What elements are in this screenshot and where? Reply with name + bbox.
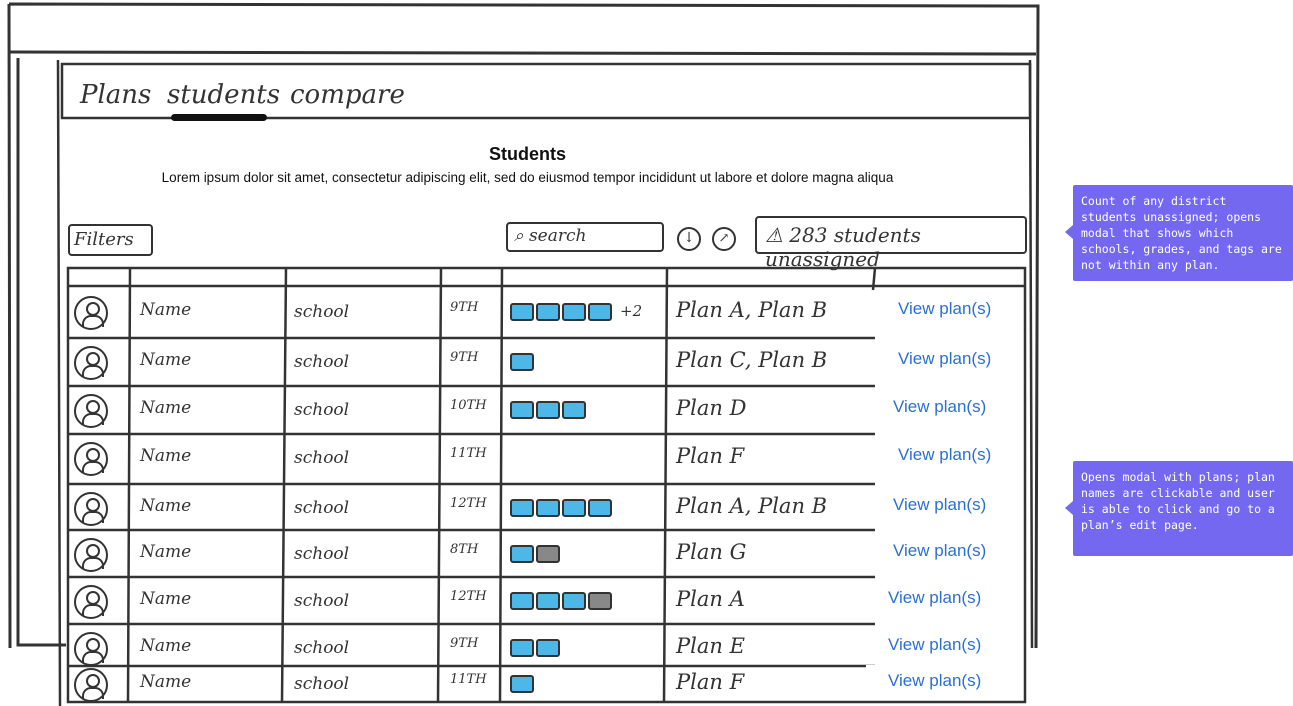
student-plans: Plan C, Plan B — [676, 348, 828, 372]
student-tags — [510, 400, 588, 419]
view-plans-button[interactable]: View plan(s) — [866, 582, 991, 614]
student-school: school — [294, 400, 350, 420]
tag-chip — [510, 675, 534, 693]
student-school: school — [294, 302, 350, 322]
student-name[interactable]: Name — [140, 300, 192, 320]
tag-chip — [588, 303, 612, 321]
student-grade: 9TH — [450, 350, 479, 365]
avatar — [74, 585, 108, 619]
student-school: school — [294, 544, 350, 564]
avatar — [74, 296, 108, 330]
student-grade: 11TH — [450, 672, 487, 687]
tag-chip — [536, 499, 560, 517]
tag-chip — [510, 639, 534, 657]
view-plans-button[interactable]: View plan(s) — [871, 489, 996, 521]
view-plans-button[interactable]: View plan(s) — [866, 665, 991, 697]
view-plans-button[interactable]: View plan(s) — [876, 343, 1001, 375]
student-grade: 12TH — [450, 589, 487, 604]
tab-compare[interactable]: compare — [290, 80, 405, 110]
tag-chip — [536, 592, 560, 610]
view-plans-annotation: Opens modal with plans; plan names are clickable and user is able to click and go to a plan’s edit page. — [1073, 461, 1293, 556]
avatar — [74, 538, 108, 572]
view-plans-button[interactable]: View plan(s) — [871, 391, 996, 423]
unassigned-annotation: Count of any district students unassigned; opens modal that shows which schools, grades, and tags are not within any plan. — [1073, 185, 1293, 281]
student-plans: Plan D — [676, 396, 747, 420]
avatar — [74, 492, 108, 526]
student-plans: Plan A, Plan B — [676, 494, 828, 518]
student-tags — [510, 352, 536, 371]
view-plans-button[interactable]: View plan(s) — [871, 535, 996, 567]
unassigned-students-button[interactable] — [755, 216, 1027, 271]
student-plans: Plan G — [676, 540, 747, 564]
search-icon: ⌕ — [514, 226, 524, 246]
avatar — [74, 442, 108, 476]
student-grade: 9TH — [450, 636, 479, 651]
student-name[interactable]: Name — [140, 542, 192, 562]
student-school: school — [294, 674, 350, 694]
tag-chip — [562, 592, 586, 610]
tag-chip — [562, 499, 586, 517]
tag-chip — [510, 592, 534, 610]
tag-chip — [562, 303, 586, 321]
view-plans-button[interactable]: View plan(s) — [866, 629, 991, 661]
avatar — [74, 394, 108, 428]
student-name[interactable]: Name — [140, 446, 192, 466]
tag-chip — [536, 401, 560, 419]
student-name[interactable]: Name — [140, 398, 192, 418]
student-name[interactable]: Name — [140, 636, 192, 656]
student-school: school — [294, 352, 350, 372]
tag-chip — [510, 353, 534, 371]
student-grade: 11TH — [450, 446, 487, 461]
student-name[interactable]: Name — [140, 672, 192, 692]
student-grade: 8TH — [450, 542, 479, 557]
download-icon[interactable]: ↓ — [677, 227, 701, 251]
avatar — [74, 632, 108, 666]
tag-chip — [510, 545, 534, 563]
student-tags — [510, 498, 614, 517]
student-school: school — [294, 591, 350, 611]
student-plans: Plan A, Plan B — [676, 298, 828, 322]
page-description: Lorem ipsum dolor sit amet, consectetur adipiscing elit, sed do eiusmod tempor incididunt ut labore et dolore magna aliqua — [161, 170, 894, 185]
avatar — [74, 346, 108, 380]
tab-students[interactable]: students — [167, 80, 281, 110]
unassigned-count-label: 283 students unassigned — [765, 223, 921, 271]
student-name[interactable]: Name — [140, 589, 192, 609]
student-tags — [510, 544, 562, 563]
tag-chip — [588, 499, 612, 517]
student-grade: 10TH — [450, 398, 487, 413]
student-plans: Plan F — [676, 670, 745, 694]
tag-chip — [536, 639, 560, 657]
avatar — [74, 668, 108, 702]
export-icon[interactable]: ↗ — [712, 227, 736, 251]
extra-tags-count: +2 — [620, 302, 643, 320]
student-school: school — [294, 498, 350, 518]
search-input[interactable] — [506, 222, 664, 252]
page-title: Students — [488, 144, 566, 164]
student-grade: 12TH — [450, 496, 487, 511]
filters-button[interactable]: Filters — [68, 224, 153, 256]
tag-chip — [536, 303, 560, 321]
student-tags — [510, 591, 614, 610]
student-plans: Plan F — [676, 444, 745, 468]
tag-chip-more — [536, 545, 560, 563]
tag-chip — [562, 401, 586, 419]
tag-chip-more — [588, 592, 612, 610]
student-plans: Plan E — [676, 634, 745, 658]
student-school: school — [294, 638, 350, 658]
view-plans-button[interactable]: View plan(s) — [876, 439, 1001, 471]
student-school: school — [294, 448, 350, 468]
student-name[interactable]: Name — [140, 496, 192, 516]
student-tags — [510, 674, 536, 693]
student-name[interactable]: Name — [140, 350, 192, 370]
tag-chip — [510, 303, 534, 321]
tag-chip — [510, 401, 534, 419]
student-tags — [510, 302, 642, 321]
student-tags — [510, 638, 562, 657]
student-grade: 9TH — [450, 300, 479, 315]
active-tab-indicator — [171, 114, 267, 121]
search-placeholder: search — [528, 226, 587, 246]
student-plans: Plan A — [676, 587, 745, 611]
tag-chip — [510, 499, 534, 517]
warning-icon: ⚠ — [765, 223, 783, 247]
view-plans-button[interactable]: View plan(s) — [876, 293, 1001, 325]
tab-plans[interactable]: Plans — [80, 80, 152, 110]
